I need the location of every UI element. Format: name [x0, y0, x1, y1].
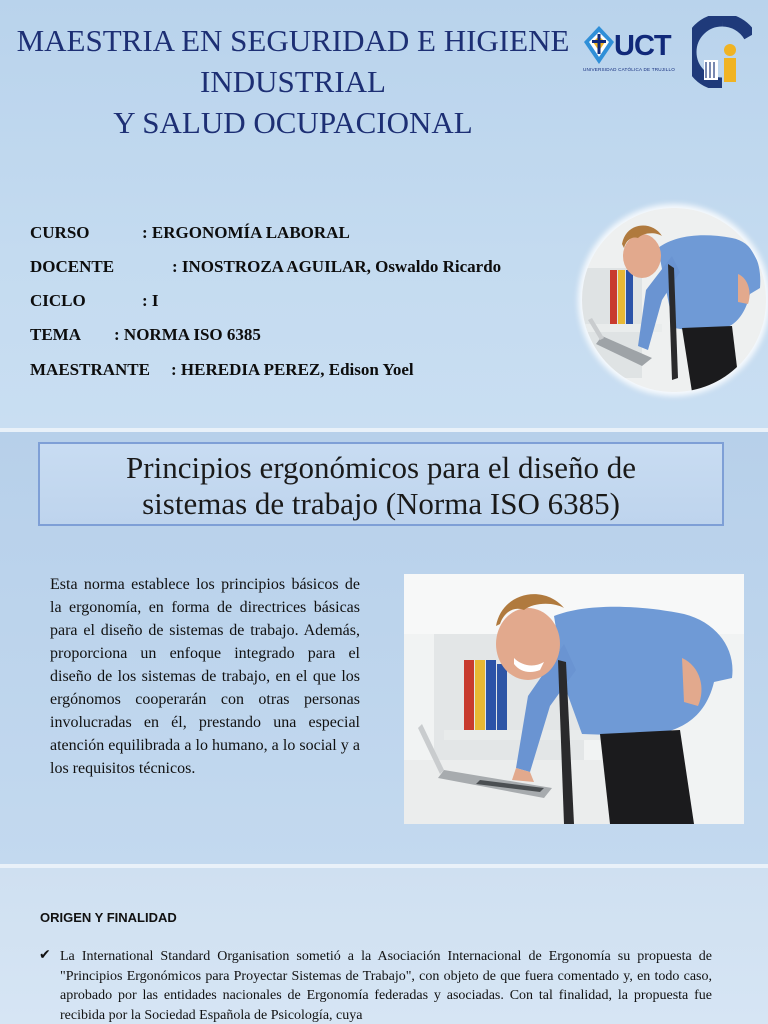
info-label-tema: TEMA — [30, 325, 81, 344]
info-value-docente: : INOSTROZA AGUILAR, Oswaldo Ricardo — [172, 257, 502, 276]
info-value-ciclo: : I — [142, 291, 159, 310]
uct-logo-text: UCT — [614, 30, 671, 62]
info-value-maestrante: : HEREDIA PEREZ, Edison Yoel — [171, 360, 414, 379]
uct-logo-subtitle: UNIVERSIDAD CATÓLICA DE TRUJILLO — [583, 67, 675, 72]
info-label-maestrante: MAESTRANTE — [30, 360, 150, 379]
iso-6385-slide — [0, 432, 768, 864]
info-row-maestrante — [30, 360, 414, 380]
info-row-curso — [30, 223, 350, 243]
institution-c-logo-icon — [692, 16, 752, 88]
origin-slide — [0, 868, 768, 1024]
program-title-line-2: INDUSTRIAL — [200, 64, 386, 99]
info-row-docente — [30, 257, 502, 277]
uct-logo — [580, 24, 675, 76]
program-title — [0, 20, 598, 143]
headline-line-1: Principios ergonómicos para el diseño de — [126, 450, 636, 485]
info-row-tema — [30, 325, 261, 345]
info-value-tema: : NORMA ISO 6385 — [114, 325, 261, 344]
program-title-line-3: Y SALUD OCUPACIONAL — [113, 105, 473, 140]
back-pain-photo-oval — [582, 208, 766, 392]
info-label-curso: CURSO — [30, 223, 90, 242]
uct-emblem-icon — [580, 24, 618, 68]
man-with-back-pain-image — [582, 208, 766, 392]
cover-slide — [0, 0, 768, 428]
back-pain-photo — [404, 574, 744, 824]
info-row-ciclo — [30, 291, 159, 311]
description-paragraph: Esta norma establece los principios básicos de la ergonomía, en forma de directrices básicas para el diseño de sistemas de trabajo. Además, proporciona un enfoque integrado para el diseño de los sistemas de trabajo, en el que los ergónomos cooperarán con otras personas involucradas en él, prestando una especial atención equilibrada a lo humano, a lo social y a los requisitos técnicos. — [50, 576, 360, 777]
info-value-curso: : ERGONOMÍA LABORAL — [142, 223, 350, 242]
checkmark-icon: ✔ — [39, 947, 51, 963]
section-heading: ORIGEN Y FINALIDAD — [40, 910, 177, 925]
man-with-back-pain-image — [404, 574, 744, 824]
program-title-line-1: MAESTRIA EN SEGURIDAD E HIGIENE — [16, 23, 570, 58]
info-label-ciclo: CICLO — [30, 291, 86, 310]
bullet-paragraph: La International Standard Organisation sometió a la Asociación Internacional de Ergonomía su propuesta de "Principios Ergonómicos para Proyectar Sistemas de Trabajo", con objeto de que fuera comentado y, en todo caso, aprobado por las entidades nacionales de Ergonomía federadas y asociadas. Con tal finalidad, la propuesta fue recibida por la Sociedad Española de Psicología, cuya — [60, 949, 712, 1023]
info-label-docente: DOCENTE — [30, 257, 115, 276]
headline-box — [38, 442, 724, 526]
headline-line-2: sistemas de trabajo (Norma ISO 6385) — [142, 486, 620, 521]
